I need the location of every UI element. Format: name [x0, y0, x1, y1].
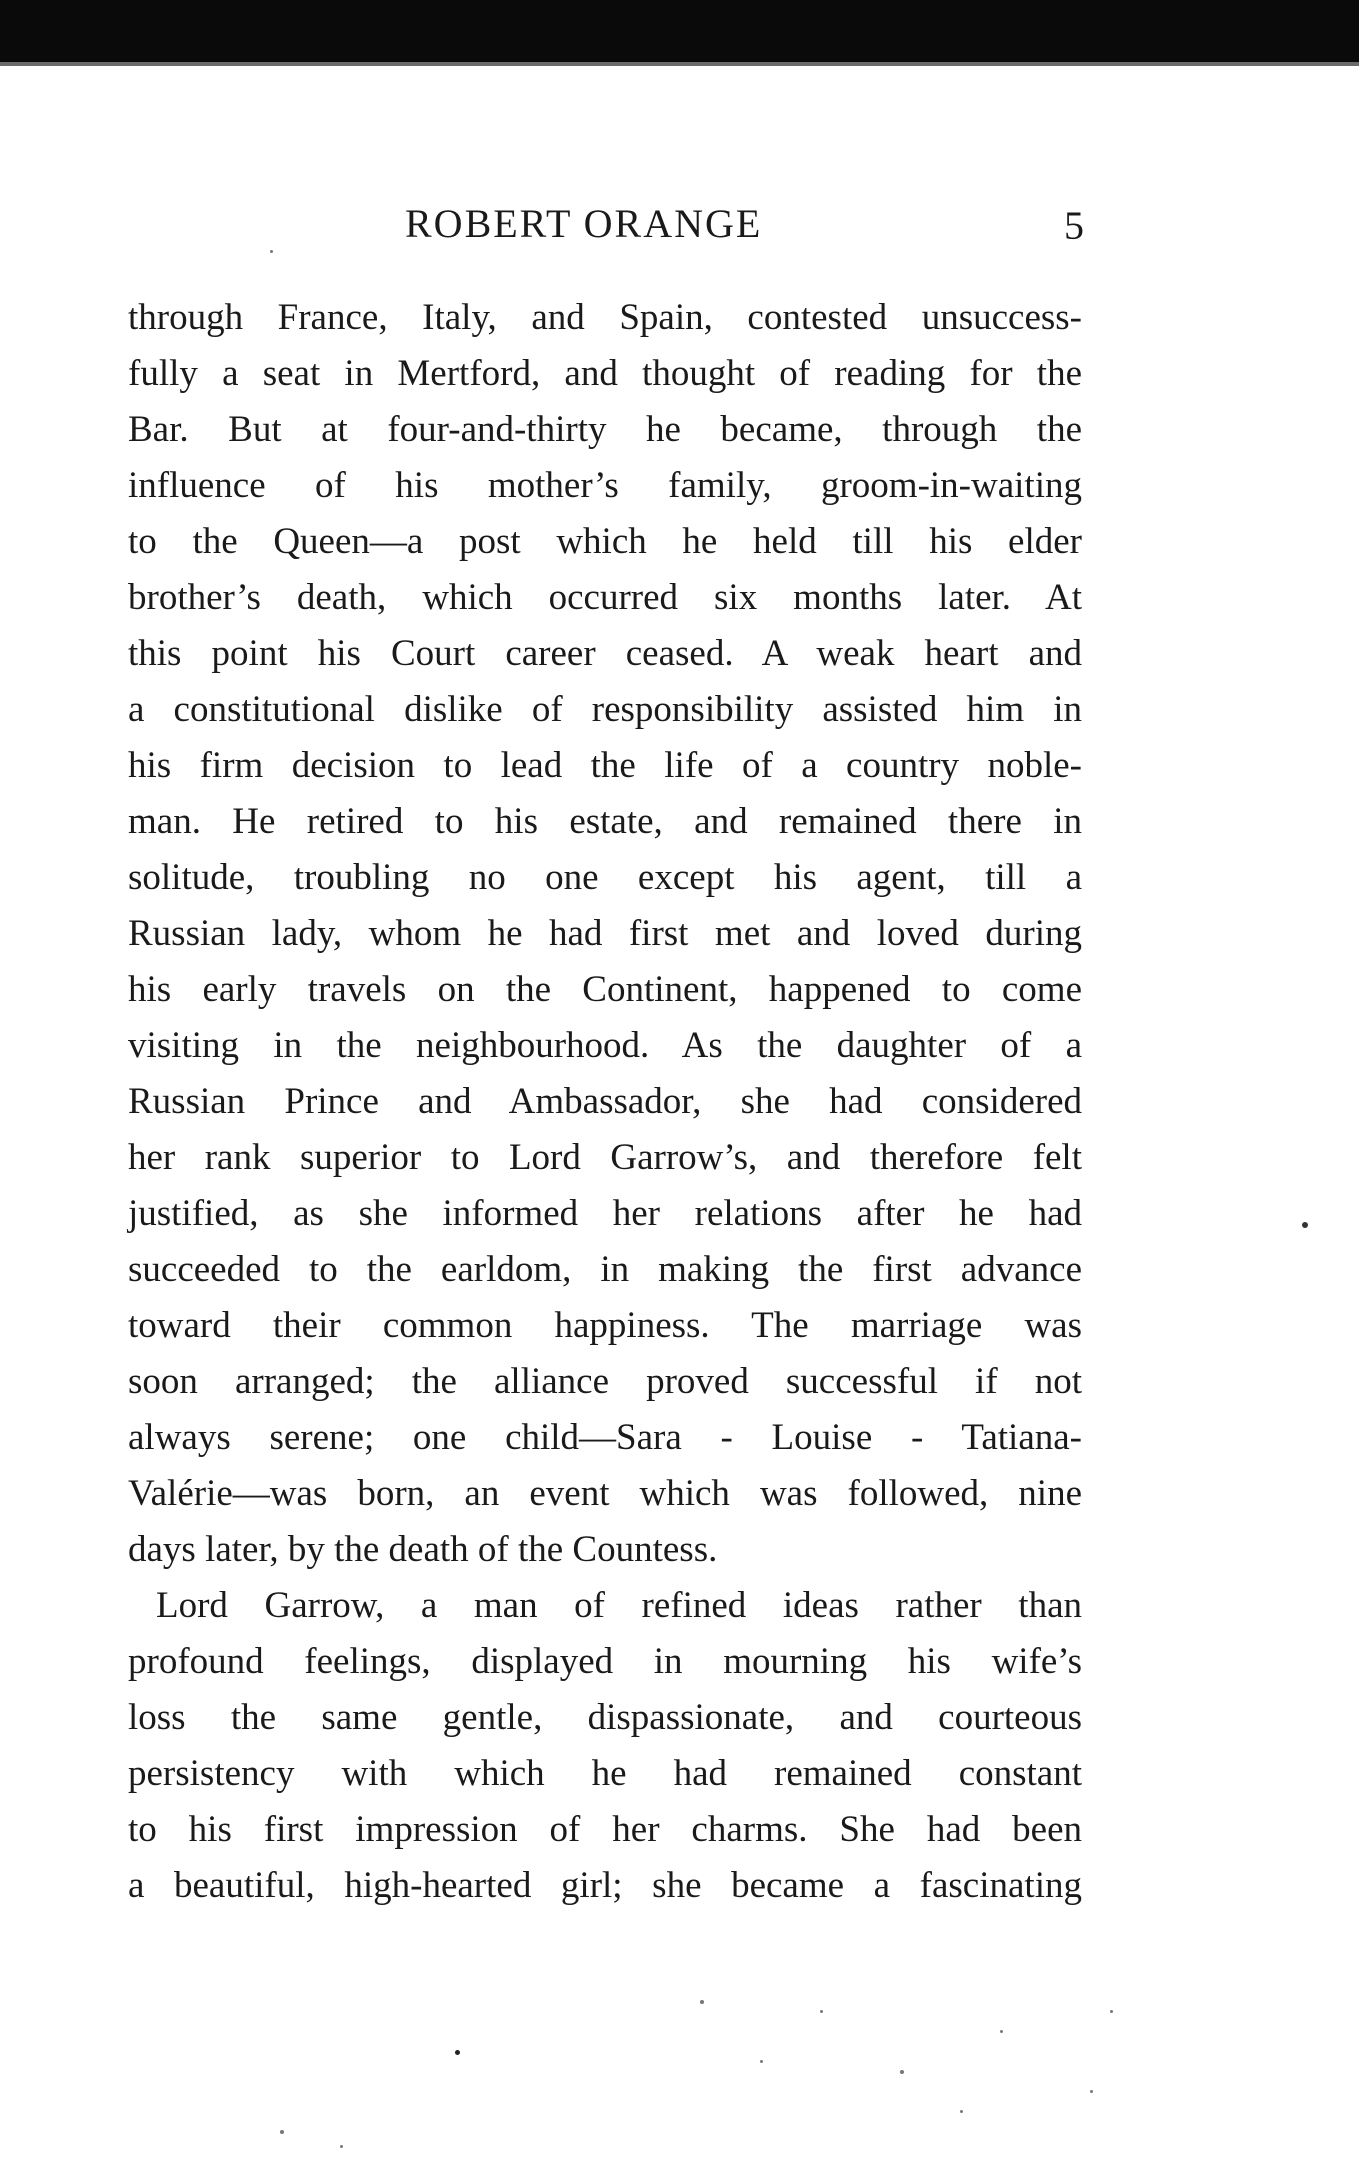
- text-line: man. He retired to his estate, and remained there in: [128, 801, 1082, 842]
- text-line: visiting in the neighbourhood. As the daughter of a: [128, 1025, 1082, 1066]
- running-head: [0, 200, 1359, 250]
- text-line: Russian lady, whom he had first met and loved during: [128, 913, 1082, 954]
- text-line: this point his Court career ceased. A weak heart and: [128, 633, 1082, 674]
- text-line: his firm decision to lead the life of a country noble-: [128, 745, 1082, 786]
- scan-speck: [1000, 2030, 1003, 2033]
- text-line: Valérie—was born, an event which was followed, nine: [128, 1473, 1082, 1514]
- running-title: ROBERT ORANGE: [405, 201, 763, 246]
- text-line: to his first impression of her charms. She had been: [128, 1809, 1082, 1850]
- text-line: solitude, troubling no one except his agent, till a: [128, 857, 1082, 898]
- text-line: Bar. But at four-and-thirty he became, through the: [128, 409, 1082, 450]
- text-line: influence of his mother’s family, groom-in-waiting: [128, 465, 1082, 506]
- text-line: justified, as she informed her relations after he had: [128, 1193, 1082, 1234]
- scan-speck: [960, 2110, 963, 2113]
- scan-speck: [1302, 1222, 1308, 1228]
- text-line: fully a seat in Mertford, and thought of reading for the: [128, 353, 1082, 394]
- text-line: brother’s death, which occurred six months later. At: [128, 577, 1082, 618]
- page-number: 5: [1064, 203, 1084, 248]
- scan-speck: [455, 2050, 460, 2055]
- scan-speck: [1090, 2090, 1093, 2093]
- text-line: to the Queen—a post which he held till his elder: [128, 521, 1082, 562]
- scan-speck: [900, 2070, 904, 2074]
- text-line: days later, by the death of the Countess.: [128, 1529, 718, 1570]
- scan-top-border: [0, 0, 1359, 62]
- body-text: [128, 290, 1082, 1914]
- text-line: persistency with which he had remained constant: [128, 1753, 1082, 1794]
- text-line: a beautiful, high-hearted girl; she became a fascinating: [128, 1865, 1082, 1906]
- text-line: toward their common happiness. The marriage was: [128, 1305, 1082, 1346]
- text-line: loss the same gentle, dispassionate, and courteous: [128, 1697, 1082, 1738]
- scan-speck: [340, 2145, 343, 2148]
- paragraph: [128, 1578, 1082, 1914]
- text-line: soon arranged; the alliance proved successful if not: [128, 1361, 1082, 1402]
- scan-speck: [760, 2060, 763, 2063]
- text-line: profound feelings, displayed in mourning his wife’s: [128, 1641, 1082, 1682]
- text-line: Russian Prince and Ambassador, she had considered: [128, 1081, 1082, 1122]
- scan-speck: [1110, 2010, 1113, 2013]
- text-line: a constitutional dislike of responsibility assisted him in: [128, 689, 1082, 730]
- text-line: always serene; one child—Sara - Louise - Tatiana-: [128, 1417, 1082, 1458]
- scan-speck: [270, 250, 273, 253]
- text-line: through France, Italy, and Spain, contested unsuccess-: [128, 297, 1082, 338]
- text-line: his early travels on the Continent, happened to come: [128, 969, 1082, 1010]
- scan-speck: [280, 2130, 284, 2134]
- text-line: succeeded to the earldom, in making the first advance: [128, 1249, 1082, 1290]
- paragraph: [128, 290, 1082, 1578]
- scan-top-border-edge: [0, 62, 1359, 66]
- scan-speck: [700, 2000, 704, 2004]
- scan-speck: [820, 2010, 823, 2013]
- text-line: her rank superior to Lord Garrow’s, and therefore felt: [128, 1137, 1082, 1178]
- text-line: Lord Garrow, a man of refined ideas rather than: [156, 1585, 1082, 1626]
